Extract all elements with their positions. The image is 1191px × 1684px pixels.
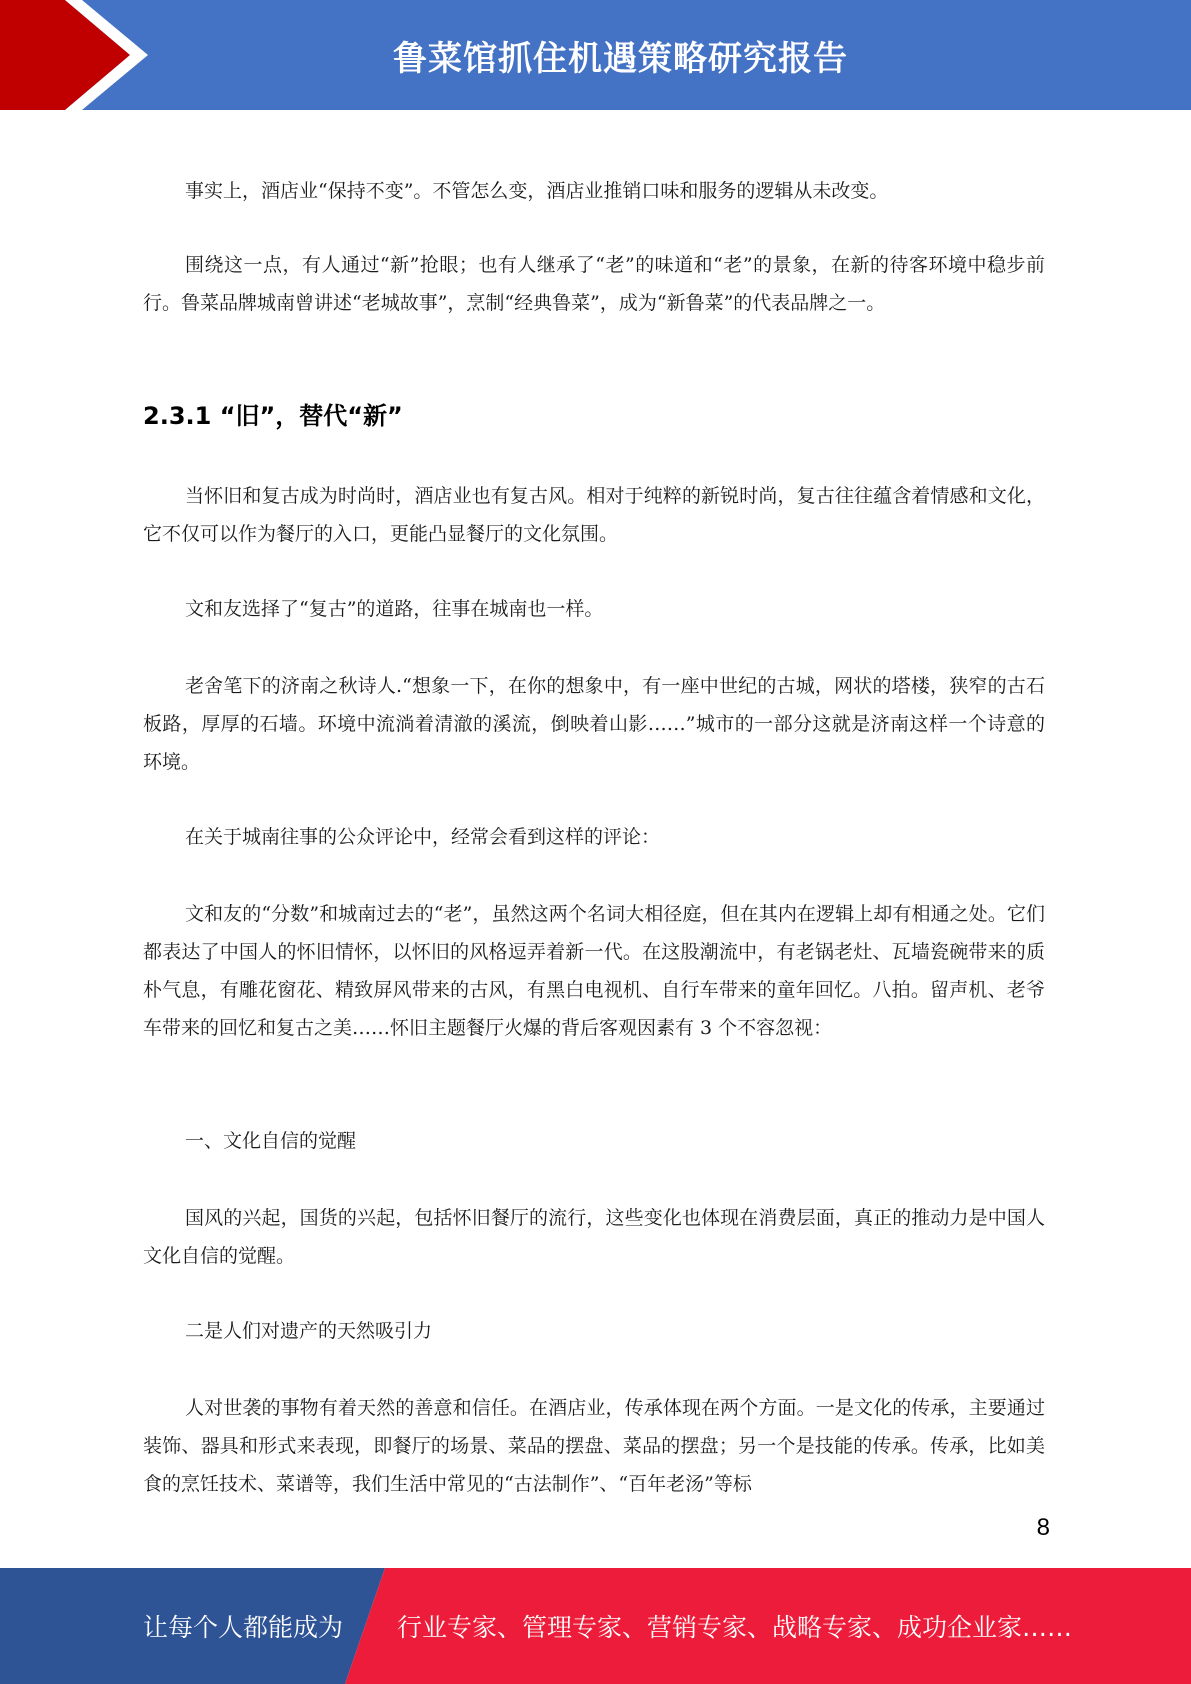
paragraph: 文和友选择了“复古”的道路，往事在城南也一样。 xyxy=(185,598,604,620)
paragraph: 围绕这一点，有人通过“新”抢眼；也有人继承了“老”的味道和“老”的景象，在新的待客环境中稳步前行。鲁菜品牌城南曾讲述“老城故事”，烹制“经典鲁菜”，成为“新鲁菜”的代表品牌之一。 xyxy=(143,254,1045,314)
header-banner xyxy=(0,0,1191,110)
paragraph: 事实上，酒店业“保持不变”。不管怎么变，酒店业推销口味和服务的逻辑从未改变。 xyxy=(185,180,889,202)
paragraph: 老舍笔下的济南之秋诗人.“想象一下，在你的想象中，有一座中世纪的古城，网状的塔楼，狭窄的古石板路，厚厚的石墙。环境中流淌着清澈的溪流，倒映着山影……”城市的一部分这就是济南这样一个诗意的环境。 xyxy=(143,675,1045,773)
section-heading: 2.3.1 “旧”，替代“新” xyxy=(143,402,403,430)
paragraph: 国风的兴起，国货的兴起，包括怀旧餐厅的流行，这些变化也体现在消费层面，真正的推动力是中国人文化自信的觉醒。 xyxy=(143,1207,1045,1267)
page-number: 8 xyxy=(1036,1514,1050,1541)
list-heading: 二是人们对遗产的天然吸引力 xyxy=(185,1320,433,1342)
footer-slogan-right: 行业专家、管理专家、营销专家、战略专家、成功企业家…… xyxy=(397,1613,1073,1642)
list-heading: 一、文化自信的觉醒 xyxy=(185,1130,357,1152)
paragraph: 当怀旧和复古成为时尚时，酒店业也有复古风。相对于纯粹的新锐时尚，复古往往蕴含着情感和文化，它不仅可以作为餐厅的入口，更能凸显餐厅的文化氛围。 xyxy=(143,485,1045,545)
report-title: 鲁菜馆抓住机遇策略研究报告 xyxy=(393,38,848,79)
footer-slogan-left: 让每个人都能成为 xyxy=(143,1613,344,1642)
footer-banner xyxy=(0,1568,1191,1684)
header-arrow-graphic xyxy=(0,0,160,110)
paragraph: 在关于城南往事的公众评论中，经常会看到这样的评论： xyxy=(185,826,661,848)
paragraph: 文和友的“分数”和城南过去的“老”，虽然这两个名词大相径庭，但在其内在逻辑上却有相通之处。它们都表达了中国人的怀旧情怀，以怀旧的风格逗弄着新一代。在这股潮流中，有老锅老灶、瓦墙瓷碗带来的质朴气息，有雕花窗花、精致屏风带来的古风，有黑白电视机、自行车带来的童年回忆。八拍。留声机、老爷车带来的回忆和复古之美……怀旧主题餐厅火爆的背后客观因素有 3 个不容忽视： xyxy=(143,903,1045,1039)
paragraph: 人对世袭的事物有着天然的善意和信任。在酒店业，传承体现在两个方面。一是文化的传承，主要通过装饰、器具和形式来表现，即餐厅的场景、菜品的摆盘、菜品的摆盘；另一个是技能的传承。传承，比如美食的烹饪技术、菜谱等，我们生活中常见的“古法制作”、“百年老汤”等标 xyxy=(143,1397,1045,1495)
